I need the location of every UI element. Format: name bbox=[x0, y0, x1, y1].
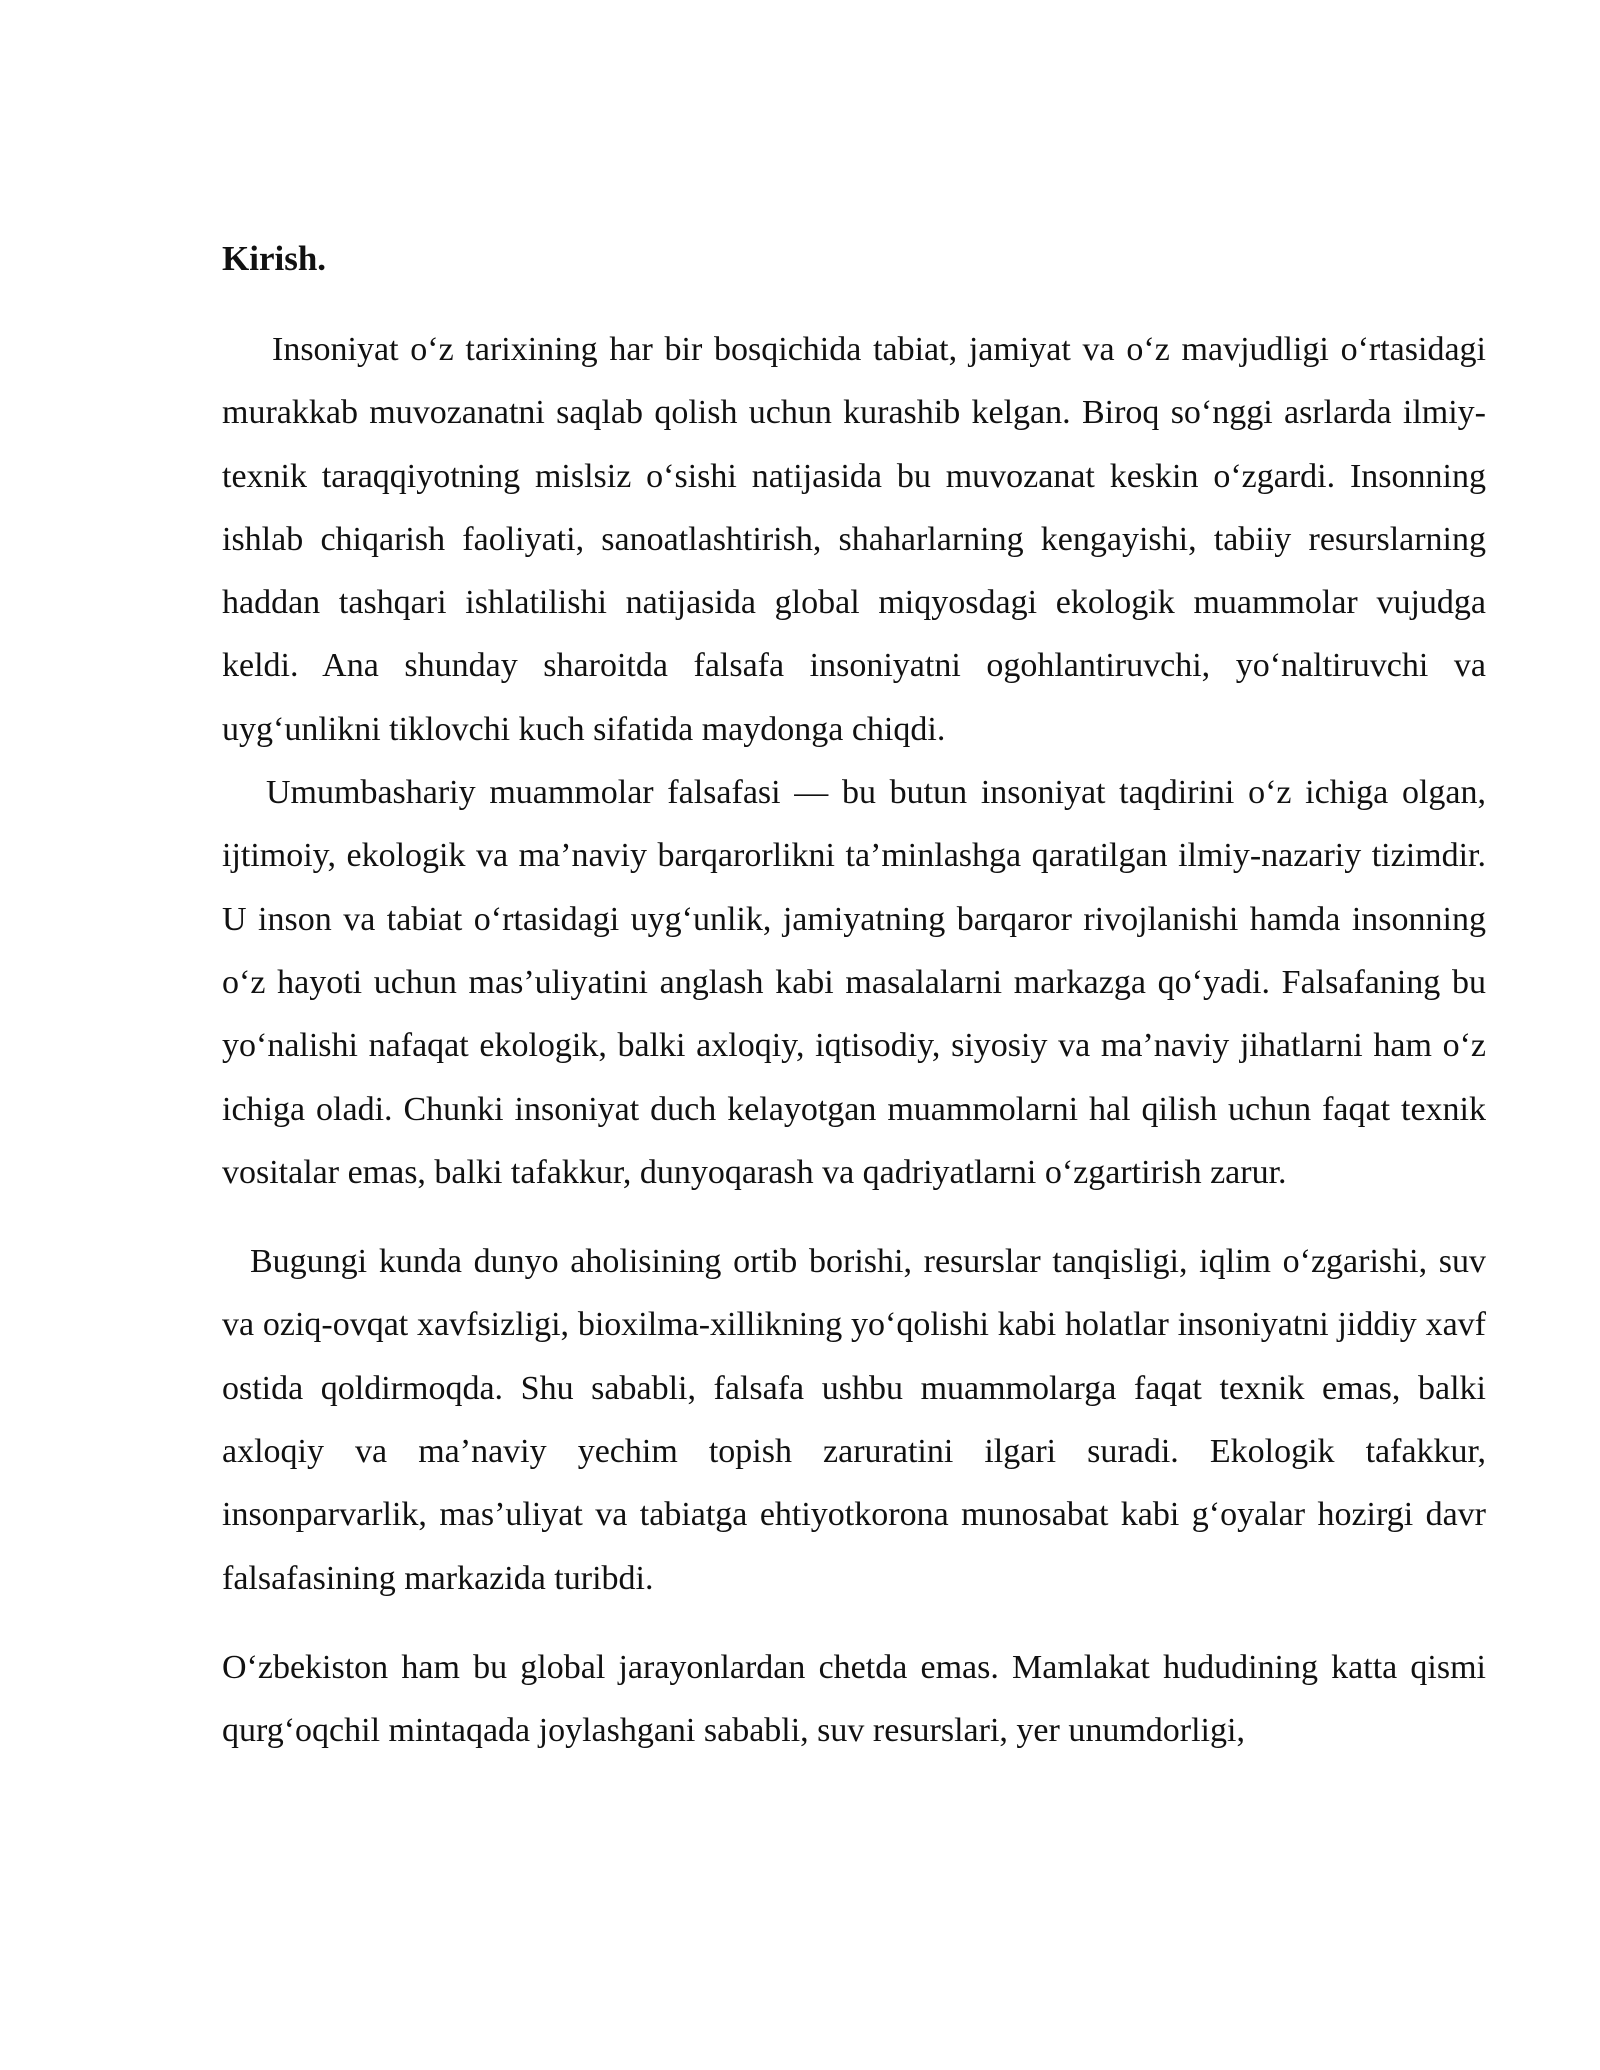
paragraph-2: Umumbashariy muammolar falsafasi — bu butun insoniyat taqdirini o‘z ichiga olgan, ijtimoiy, ekologik va ma’naviy barqarorlikni ta’minlashga qaratilgan ilmiy-nazariy tizimdir. U inson va tabiat o‘rtasidagi uyg‘unlik, jamiyatning barqaror rivojlanishi hamda insonning o‘z hayoti uchun mas’uliyatini anglash kabi masalalarni markazga qo‘yadi. Falsafaning bu yo‘nalishi nafaqat ekologik, balki axloqiy, iqtisodiy, siyosiy va ma’naviy jihatlarni ham o‘z ichiga oladi. Chunki insoniyat duch kelayotgan muammolarni hal qilish uchun faqat texnik vositalar emas, balki tafakkur, dunyoqarash va qadriyatlarni o‘zgartirish zarur. bbox=[222, 774, 1486, 1191]
section-heading: Kirish. bbox=[222, 239, 327, 278]
document-body bbox=[222, 236, 1486, 1763]
paragraph-3: Bugungi kunda dunyo aholisining ortib borishi, resurslar tanqisligi, iqlim o‘zgarishi, suv va oziq-ovqat xavfsizligi, bioxilma-xillikning yo‘qolishi kabi holatlar insoniyatni jiddiy xavf ostida qoldirmoqda. Shu sababli, falsafa ushbu muammolarga faqat texnik emas, balki axloqiy va ma’naviy yechim topish zaruratini ilgari suradi. Ekologik tafakkur, insonparvarlik, mas’uliyat va tabiatga ehtiyotkorona munosabat kabi g‘oyalar hozirgi davr falsafasining markazida turibdi. bbox=[222, 1243, 1486, 1597]
paragraph-4: O‘zbekiston ham bu global jarayonlardan chetda emas. Mamlakat hududining katta qismi qurg‘oqchil mintaqada joylashgani sababli, suv resurslari, yer unumdorligi, bbox=[222, 1648, 1486, 1750]
paragraph-1: Insoniyat o‘z tarixining har bir bosqichida tabiat, jamiyat va o‘z mavjudligi o‘rtasidagi murakkab muvozanatni saqlab qolish uchun kurashib kelgan. Biroq so‘nggi asrlarda ilmiy-texnik taraqqiyotning mislsiz o‘sishi natijasida bu muvozanat keskin o‘zgardi. Insonning ishlab chiqarish faoliyati, sanoatlashtirish, shaharlarning kengayishi, tabiiy resurslarning haddan tashqari ishlatilishi natijasida global miqyosdagi ekologik muammolar vujudga keldi. Ana shunday sharoitda falsafa insoniyatni ogohlantiruvchi, yo‘naltiruvchi va uyg‘unlikni tiklovchi kuch sifatida maydonga chiqdi. bbox=[222, 331, 1486, 748]
